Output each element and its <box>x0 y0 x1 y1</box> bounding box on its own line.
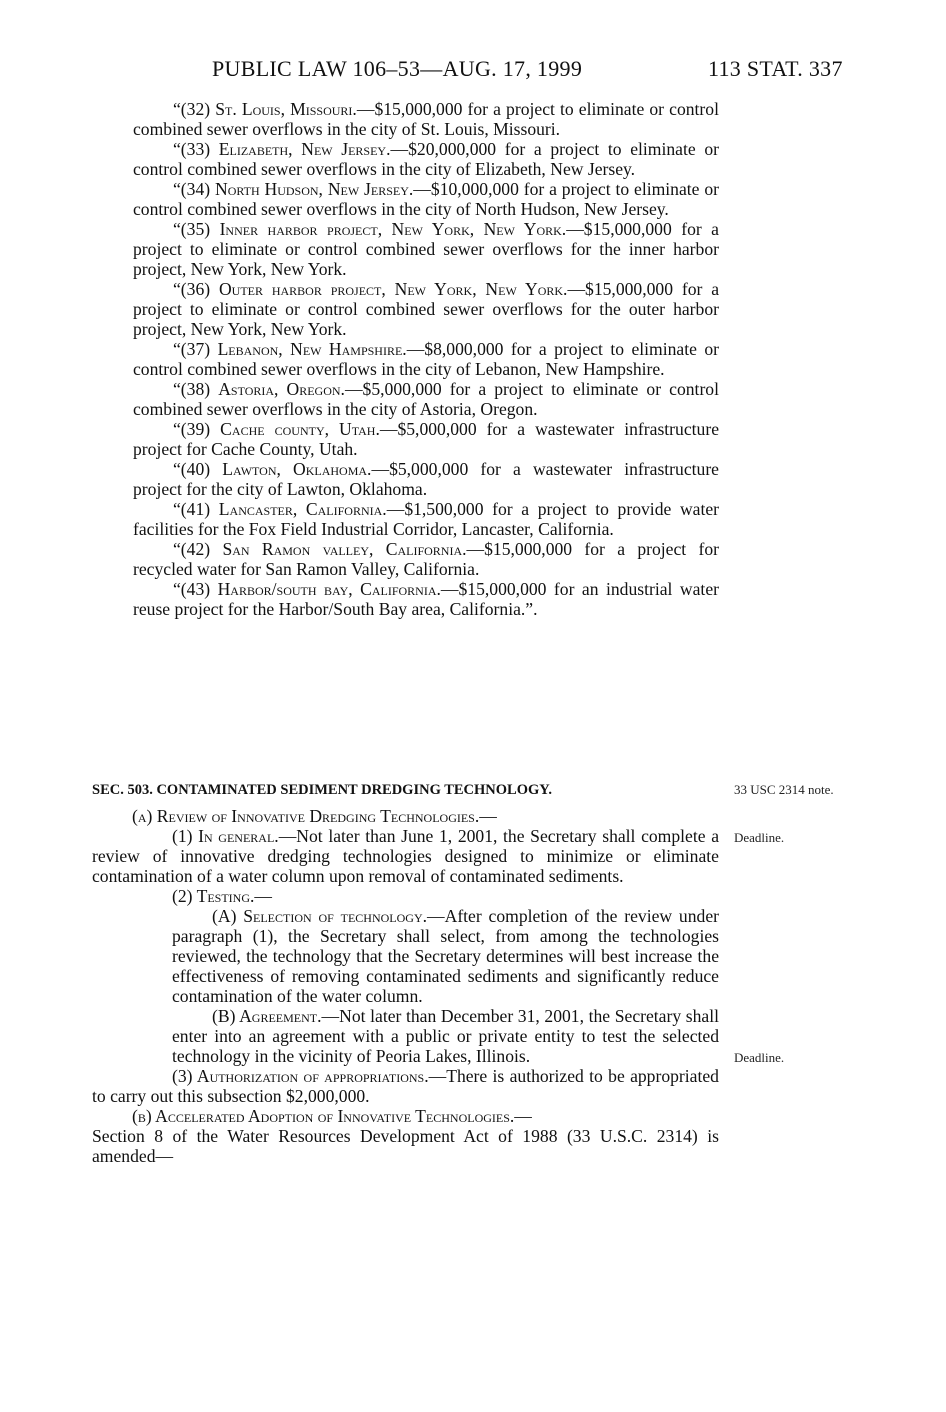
paragraph-42: “(42) San Ramon valley, California.—$15,000,000 for a project for recycled water for San Ramon Valley, California. <box>133 539 719 579</box>
paragraph-39: “(39) Cache county, Utah.—$5,000,000 for a wastewater infrastructure project for Cache County, Utah. <box>133 419 719 459</box>
paragraph-35: “(35) Inner harbor project, New York, New York.—$15,000,000 for a project to eliminate or control combined sewer overflows for the inner harbor project, New York, New York. <box>133 219 719 279</box>
paragraph-a2-heading: (2) Testing.— <box>172 886 272 906</box>
margin-note-deadline-2: Deadline. <box>734 1050 785 1065</box>
paragraph-33: “(33) Elizabeth, New Jersey.—$20,000,000 for a project to eliminate or control combined sewer overflows in the city of Elizabeth, New Jersey. <box>133 139 719 179</box>
subsection-a-heading: (a) Review of Innovative Dredging Technologies.— <box>132 806 497 826</box>
stat-page-number: 113 STAT. 337 <box>708 56 843 81</box>
margin-note-usc: 33 USC 2314 note. <box>734 782 834 797</box>
section-body <box>92 806 719 1166</box>
margin-note-deadline: Deadline. <box>734 830 785 845</box>
paragraph-34: “(34) North Hudson, New Jersey.—$10,000,000 for a project to eliminate or control combined sewer overflows in the city of North Hudson, New Jersey. <box>133 179 719 219</box>
paragraph-41: “(41) Lancaster, California.—$1,500,000 for a project to provide water facilities for the Fox Field Industrial Corridor, Lancaster, California. <box>133 499 720 539</box>
paragraph-37: “(37) Lebanon, New Hampshire.—$8,000,000 for a project to eliminate or control combined sewer overflows in the city of Lebanon, New Hampshire. <box>133 339 719 379</box>
subsection-b-heading: (b) Accelerated Adoption of Innovative Technologies.— <box>132 1106 532 1126</box>
paragraph-32: “(32) St. Louis, Missouri.—$15,000,000 for a project to eliminate or control combined sewer overflows in the city of St. Louis, Missouri. <box>133 99 719 139</box>
section-heading: SEC. 503. CONTAMINATED SEDIMENT DREDGING TECHNOLOGY. <box>92 782 553 798</box>
paragraph-40: “(40) Lawton, Oklahoma.—$5,000,000 for a wastewater infrastructure project for the city of Lawton, Oklahoma. <box>133 459 719 499</box>
running-title: PUBLIC LAW 106–53—AUG. 17, 1999 <box>212 56 583 81</box>
subparagraph-a2A: (A) Selection of technology.—After completion of the review under paragraph (1), the Secretary shall select, from among the technologies reviewed, the technology that the Secretary determines will best increase the effectiveness of removing contaminated sediments and significantly reduce contamination of the water column. <box>172 906 719 1006</box>
subparagraph-a2B: (B) Agreement.—Not later than December 31, 2001, the Secretary shall enter into an agreement with a public or private entity to test the selected technology in the vicinity of Peoria Lakes, Illinois. <box>172 1006 719 1066</box>
amended-paragraphs <box>133 99 719 619</box>
paragraph-a3: (3) Authorization of appropriations.—There is authorized to be appropriated to carry out this subsection $2,000,000. <box>92 1066 719 1106</box>
page-header <box>0 56 946 86</box>
paragraph-43: “(43) Harbor/south bay, California.—$15,000,000 for an industrial water reuse project for the Harbor/South Bay area, California.”. <box>133 579 719 619</box>
paragraph-36: “(36) Outer harbor project, New York, New York.—$15,000,000 for a project to eliminate or control combined sewer overflows for the outer harbor project, New York, New York. <box>133 279 720 339</box>
subsection-b-text: Section 8 of the Water Resources Development Act of 1988 (33 U.S.C. 2314) is amended— <box>92 1126 719 1166</box>
paragraph-a1: (1) In general.—Not later than June 1, 2001, the Secretary shall complete a review of innovative dredging technologies designed to minimize or eliminate contamination of a water column upon removal of contaminated sediments. <box>92 826 720 886</box>
paragraph-38: “(38) Astoria, Oregon.—$5,000,000 for a project to eliminate or control combined sewer overflows in the city of Astoria, Oregon. <box>133 379 719 419</box>
